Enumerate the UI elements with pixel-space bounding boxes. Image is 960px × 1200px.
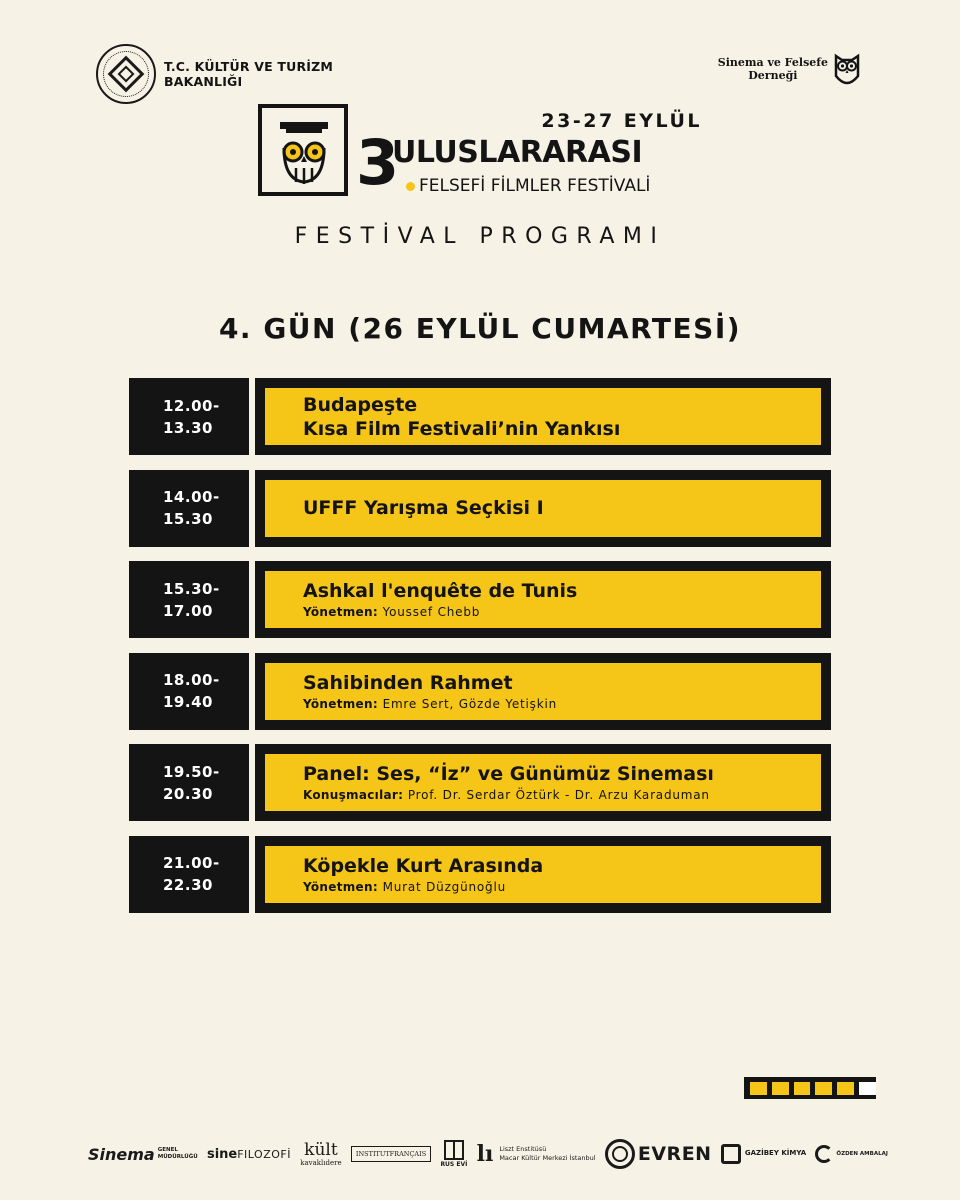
sponsor-gazibey-logo: GAZİBEY KİMYA — [721, 1144, 806, 1164]
event-card — [255, 744, 831, 821]
event-title: Köpekle Kurt Arasında — [303, 854, 544, 877]
meta-label: Yönetmen: — [303, 696, 378, 711]
festival-dates: 23-27 EYLÜL — [541, 110, 702, 132]
ozden-icon — [815, 1145, 833, 1163]
festival-emblem — [258, 104, 348, 196]
meta-label: Yönetmen: — [303, 879, 378, 894]
event-title: Ashkal l'enquête de Tunis — [303, 580, 578, 603]
ministry-name: T.C. KÜLTÜR VE TURİZM BAKANLIĞI — [164, 59, 334, 89]
dot-icon — [406, 182, 415, 191]
meta-value: Youssef Chebb — [382, 605, 481, 620]
event-card — [255, 561, 831, 638]
evren-circle-icon — [605, 1139, 635, 1169]
schedule-row — [129, 744, 831, 821]
program-label: FESTİVAL PROGRAMI — [294, 224, 666, 249]
sponsor-evren-logo: EVREN — [605, 1139, 712, 1169]
sponsor-ozden-logo: ÖZDEN AMBALAJ — [815, 1145, 888, 1163]
event-title: Panel: Ses, “İz” ve Günümüz Sineması — [303, 763, 714, 786]
sponsor-kult-logo: kült kavaklıdere — [300, 1139, 342, 1167]
meta-label: Konuşmacılar: — [303, 788, 404, 803]
schedule-row — [129, 378, 831, 455]
owl-icon — [832, 50, 862, 88]
event-title: Budapeşte — [303, 393, 418, 416]
schedule-row — [129, 561, 831, 638]
time-slot: 19.50- 20.30 — [129, 744, 249, 821]
meta-value: Murat Düzgünoğlu — [382, 879, 506, 894]
event-card — [255, 470, 831, 547]
time-slot: 14.00- 15.30 — [129, 470, 249, 547]
festival-edition: 3 — [356, 126, 398, 199]
event-title: Sahibinden Rahmet — [303, 671, 513, 694]
gazibey-icon — [721, 1144, 741, 1164]
meta-label: Yönetmen: — [303, 605, 378, 620]
association-logo — [718, 50, 862, 88]
sponsor-logos — [88, 1134, 888, 1174]
time-slot: 18.00- 19.40 — [129, 653, 249, 730]
event-meta — [303, 696, 821, 712]
schedule-row — [129, 653, 831, 730]
event-title: UFFF Yarışma Seçkisi I — [303, 497, 544, 520]
filmstrip-icon — [744, 1077, 876, 1099]
event-card — [255, 378, 831, 455]
rus-evi-icon — [444, 1140, 464, 1160]
schedule-row — [129, 470, 831, 547]
festival-logo — [258, 104, 708, 200]
sponsor-institut-logo: INSTITUT FRANÇAIS — [351, 1146, 431, 1162]
association-name: Sinema ve Felsefe Derneği — [717, 56, 828, 82]
schedule — [129, 378, 831, 928]
day-title: 4. GÜN (26 EYLÜL CUMARTESİ) — [218, 312, 742, 345]
festival-subtitle: FELSEFİ FİLMLER FESTİVALİ — [406, 176, 650, 196]
sponsor-sinema-logo: Sinema GENEL MÜDÜRLÜĞÜ — [88, 1144, 198, 1164]
ministry-seal-icon — [96, 44, 156, 104]
event-title-line2: Kısa Film Festivali’nin Yankısı — [303, 417, 621, 440]
sponsor-liszt-logo: lı Liszt Enstitüsü Macar Kültür Merkezi İstanbul — [476, 1141, 596, 1167]
event-card — [255, 653, 831, 730]
time-slot: 21.00- 22.30 — [129, 836, 249, 913]
festival-title: ULUSLARARASI — [392, 135, 643, 170]
time-slot: 15.30- 17.00 — [129, 561, 249, 638]
event-card — [255, 836, 831, 913]
ministry-logo — [96, 44, 333, 104]
sponsor-rus-evi-logo: RUS EVİ — [440, 1140, 467, 1168]
owl-column-icon — [276, 118, 332, 188]
time-slot: 12.00- 13.30 — [129, 378, 249, 455]
sponsor-sinefilozofi-logo: sine FILOZOFİ — [206, 1146, 291, 1162]
event-meta — [303, 879, 821, 895]
schedule-row — [129, 836, 831, 913]
meta-value: Emre Sert, Gözde Yetişkin — [382, 696, 558, 711]
meta-value: Prof. Dr. Serdar Öztürk - Dr. Arzu Karaduman — [407, 788, 710, 803]
event-meta — [303, 604, 821, 620]
event-meta — [303, 787, 821, 803]
